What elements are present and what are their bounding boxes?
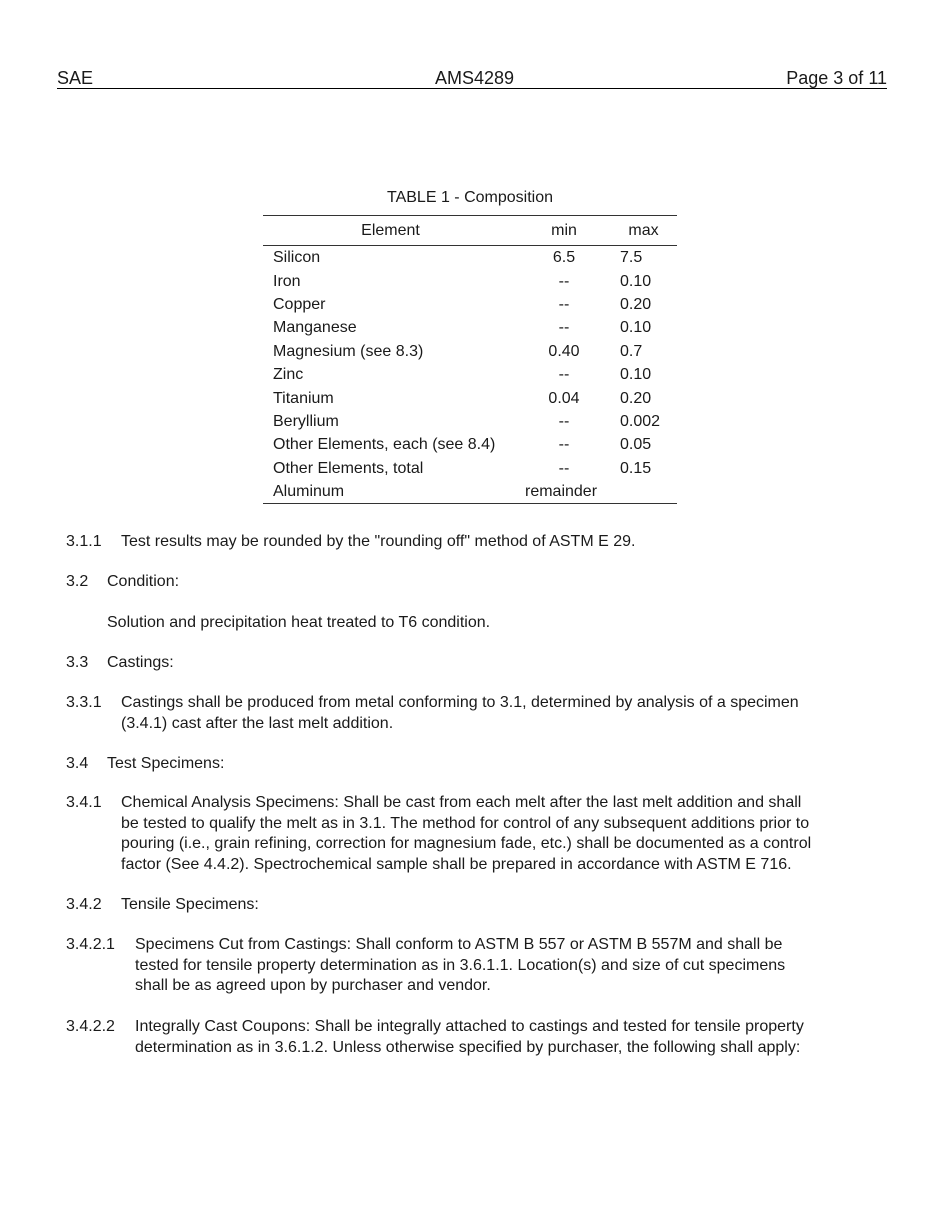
section-title: Test Specimens: bbox=[107, 755, 225, 772]
section-title: Tensile Specimens: bbox=[121, 896, 259, 913]
cell-element: Iron bbox=[273, 272, 301, 290]
cell-min: -- bbox=[558, 319, 570, 337]
section-title: Condition: bbox=[107, 573, 180, 590]
cell-min: -- bbox=[558, 412, 570, 430]
table-header-row bbox=[263, 216, 677, 246]
table-row bbox=[263, 363, 677, 386]
section-line: pouring (i.e., grain refining, correction for magnesium fade, etc.) shall be documented as a control bbox=[121, 835, 812, 852]
section-number: 3.3.1 bbox=[66, 694, 102, 711]
table-caption: TABLE 1 - Composition bbox=[387, 189, 553, 206]
cell-max: 0.10 bbox=[620, 272, 652, 290]
composition-table bbox=[263, 215, 677, 504]
table-row bbox=[263, 410, 677, 433]
table-row-aluminum bbox=[263, 480, 677, 504]
cell-element: Other Elements, total bbox=[273, 459, 424, 477]
cell-element: Aluminum bbox=[263, 480, 518, 504]
cell-element: Magnesium (see 8.3) bbox=[273, 342, 424, 360]
column-header-min: min bbox=[518, 216, 610, 246]
table-row bbox=[263, 269, 677, 292]
section-number: 3.2 bbox=[66, 573, 89, 590]
section-line: (3.4.1) cast after the last melt addition. bbox=[121, 714, 394, 732]
cell-min: -- bbox=[558, 366, 570, 384]
cell-max: 7.5 bbox=[620, 249, 643, 267]
section-line: shall be as agreed upon by purchaser and vendor. bbox=[135, 977, 491, 994]
section-number: 3.4.2.2 bbox=[66, 1018, 115, 1035]
table-row bbox=[263, 457, 677, 480]
section-line: factor (See 4.4.2). Spectrochemical sample shall be prepared in accordance with ASTM E 716. bbox=[121, 855, 792, 873]
cell-min: -- bbox=[558, 295, 570, 313]
section-number: 3.4 bbox=[66, 755, 89, 772]
cell-min: 0.04 bbox=[548, 389, 580, 407]
table-row bbox=[263, 246, 677, 270]
section-number: 3.3 bbox=[66, 654, 89, 671]
section-text: Solution and precipitation heat treated to T6 condition. bbox=[107, 614, 491, 631]
cell-max: 0.002 bbox=[620, 412, 661, 430]
cell-remainder bbox=[518, 480, 677, 504]
section-number: 3.4.2 bbox=[66, 896, 102, 913]
cell-min: -- bbox=[558, 272, 570, 290]
cell-max: 0.7 bbox=[620, 342, 643, 360]
header-org: SAE bbox=[57, 68, 94, 88]
page-header bbox=[57, 68, 887, 89]
column-header-element: Element bbox=[263, 216, 518, 246]
section-line: Chemical Analysis Specimens: Shall be cast from each melt after the last melt addition and shall bbox=[121, 794, 802, 811]
table-row bbox=[263, 386, 677, 409]
section-line: Castings shall be produced from metal conforming to 3.1, determined by analysis of a specimen bbox=[121, 694, 799, 711]
cell-element: Manganese bbox=[273, 319, 357, 337]
table-row bbox=[263, 433, 677, 456]
remainder-text: remainder bbox=[524, 483, 598, 501]
cell-element: Copper bbox=[273, 295, 326, 313]
cell-element: Other Elements, each (see 8.4) bbox=[273, 436, 496, 454]
cell-min: -- bbox=[558, 436, 570, 454]
cell-max: 0.05 bbox=[620, 436, 652, 454]
cell-element: Beryllium bbox=[273, 412, 339, 430]
section-line: tested for tensile property determination as in 3.6.1.1. Location(s) and size of cut specimens bbox=[135, 956, 786, 974]
table-row bbox=[263, 293, 677, 316]
cell-element: Zinc bbox=[273, 366, 304, 384]
section-title: Castings: bbox=[107, 654, 174, 671]
section-line: Specimens Cut from Castings: Shall conform to ASTM B 557 or ASTM B 557M and shall be bbox=[135, 936, 783, 953]
cell-min: 6.5 bbox=[552, 249, 576, 267]
header-page-number: Page 3 of 11 bbox=[786, 68, 887, 88]
cell-max: 0.20 bbox=[620, 389, 652, 407]
column-header-max: max bbox=[610, 216, 677, 246]
section-number: 3.4.1 bbox=[66, 794, 102, 811]
cell-max: 0.20 bbox=[620, 295, 652, 313]
section-line: Integrally Cast Coupons: Shall be integrally attached to castings and tested for tensile property bbox=[135, 1018, 804, 1035]
header-doc-number: AMS4289 bbox=[435, 68, 515, 88]
cell-max: 0.15 bbox=[620, 459, 652, 477]
table-row bbox=[263, 316, 677, 339]
cell-min: 0.40 bbox=[548, 342, 580, 360]
cell-max: 0.10 bbox=[620, 319, 652, 337]
section-number: 3.4.2.1 bbox=[66, 936, 115, 953]
section-number: 3.1.1 bbox=[66, 533, 102, 550]
table-row bbox=[263, 340, 677, 363]
cell-max: 0.10 bbox=[620, 366, 652, 384]
section-3-2-body bbox=[107, 613, 887, 634]
cell-min: -- bbox=[558, 459, 570, 477]
cell-element: Titanium bbox=[273, 389, 334, 407]
section-line: be tested to qualify the melt as in 3.1. The method for control of any subsequent additions prior to bbox=[121, 814, 810, 832]
section-line: determination as in 3.6.1.2. Unless otherwise specified by purchaser, the following shall apply: bbox=[135, 1038, 801, 1056]
section-text: Test results may be rounded by the "rounding off" method of ASTM E 29. bbox=[121, 533, 636, 550]
cell-element: Silicon bbox=[273, 249, 321, 267]
